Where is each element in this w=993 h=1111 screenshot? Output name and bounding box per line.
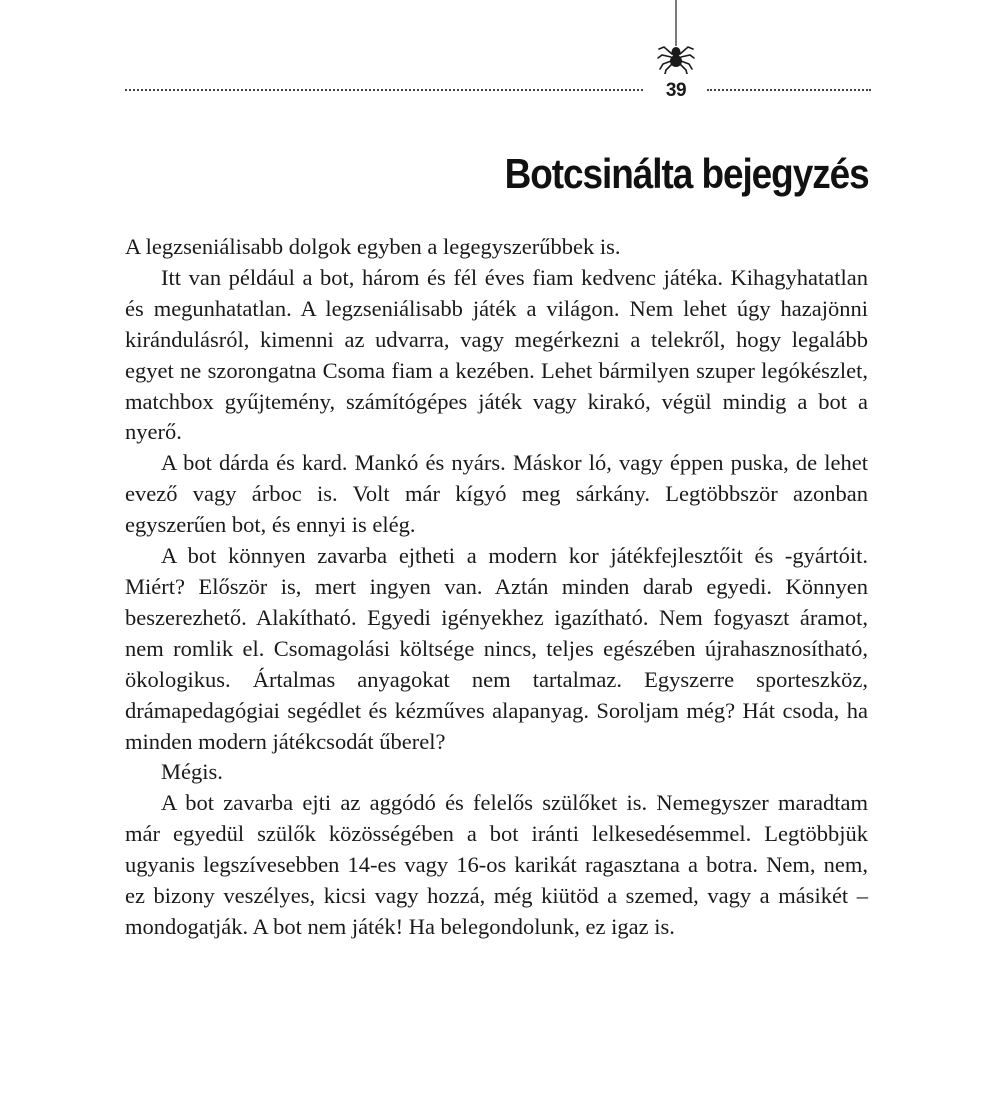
- paragraph: A legzseniálisabb dolgok egyben a legegyszerűbbek is.: [125, 234, 621, 259]
- paragraph: Mégis.: [161, 759, 223, 785]
- paragraph: A bot zavarba ejti az aggódó és felelős szülőket is. Nemegyszer maradtam már egyedül szülők közösségében a bot iránti lelkesedésemmel. Legtöbbjük ugyanis legszívesebben 14-es vagy 16-os karikát ragasztana a botra. Nem, nem, ez bizony veszélyes, kicsi vagy hozzá, még kiütöd a szemed, vagy a másikét – mondogatják. A bot nem játék! Ha belegondolunk, ez igaz is.: [125, 790, 868, 939]
- header-divider-right: [707, 89, 871, 91]
- page-number: 39: [665, 80, 687, 101]
- paragraph: A bot dárda és kard. Mankó és nyárs. Máskor ló, vagy éppen puska, de lehet evező vagy árboc is. Volt már kígyó meg sárkány. Legtöbbször azonban egyszerűen bot, és ennyi is elég.: [125, 450, 868, 538]
- article-title: Botcsinálta bejegyzés: [504, 150, 869, 197]
- article-body: [125, 232, 868, 943]
- page-header: [0, 0, 993, 110]
- spider-icon: [655, 0, 697, 74]
- paragraph: Itt van például a bot, három és fél éves fiam kedvenc játéka. Kihagyhatatlan és megunhatatlan. A legzseniálisabb játék a világon. Nem lehet úgy hazajönni kirándulásról, kimenni az udvarra, vagy megérkezni a telekről, hogy legalább egyet ne szorongatna Csoma fiam a kezében. Lehet bármilyen szuper legókészlet, matchbox gyűjtemény, számítógépes játék vagy kirakó, végül mindig a bot a nyerő.: [125, 264, 868, 445]
- header-divider-left: [125, 89, 643, 91]
- paragraph: A bot könnyen zavarba ejtheti a modern kor játékfejlesztőit és -gyártóit. Miért? Először is, mert ingyen van. Aztán minden darab egyedi. Könnyen beszerezhető. Alakítható. Egyedi igényekhez igazítható. Nem fogyaszt áramot, nem romlik el. Csomagolási költsége nincs, teljes egészében újrahasznosítható, ökologikus. Ártalmas anyagokat nem tartalmaz. Egyszerre sporteszköz, drámapedagógiai segédlet és kézműves alapanyag. Soroljam még? Hát csoda, ha minden modern játékcsodát űberel?: [125, 543, 868, 754]
